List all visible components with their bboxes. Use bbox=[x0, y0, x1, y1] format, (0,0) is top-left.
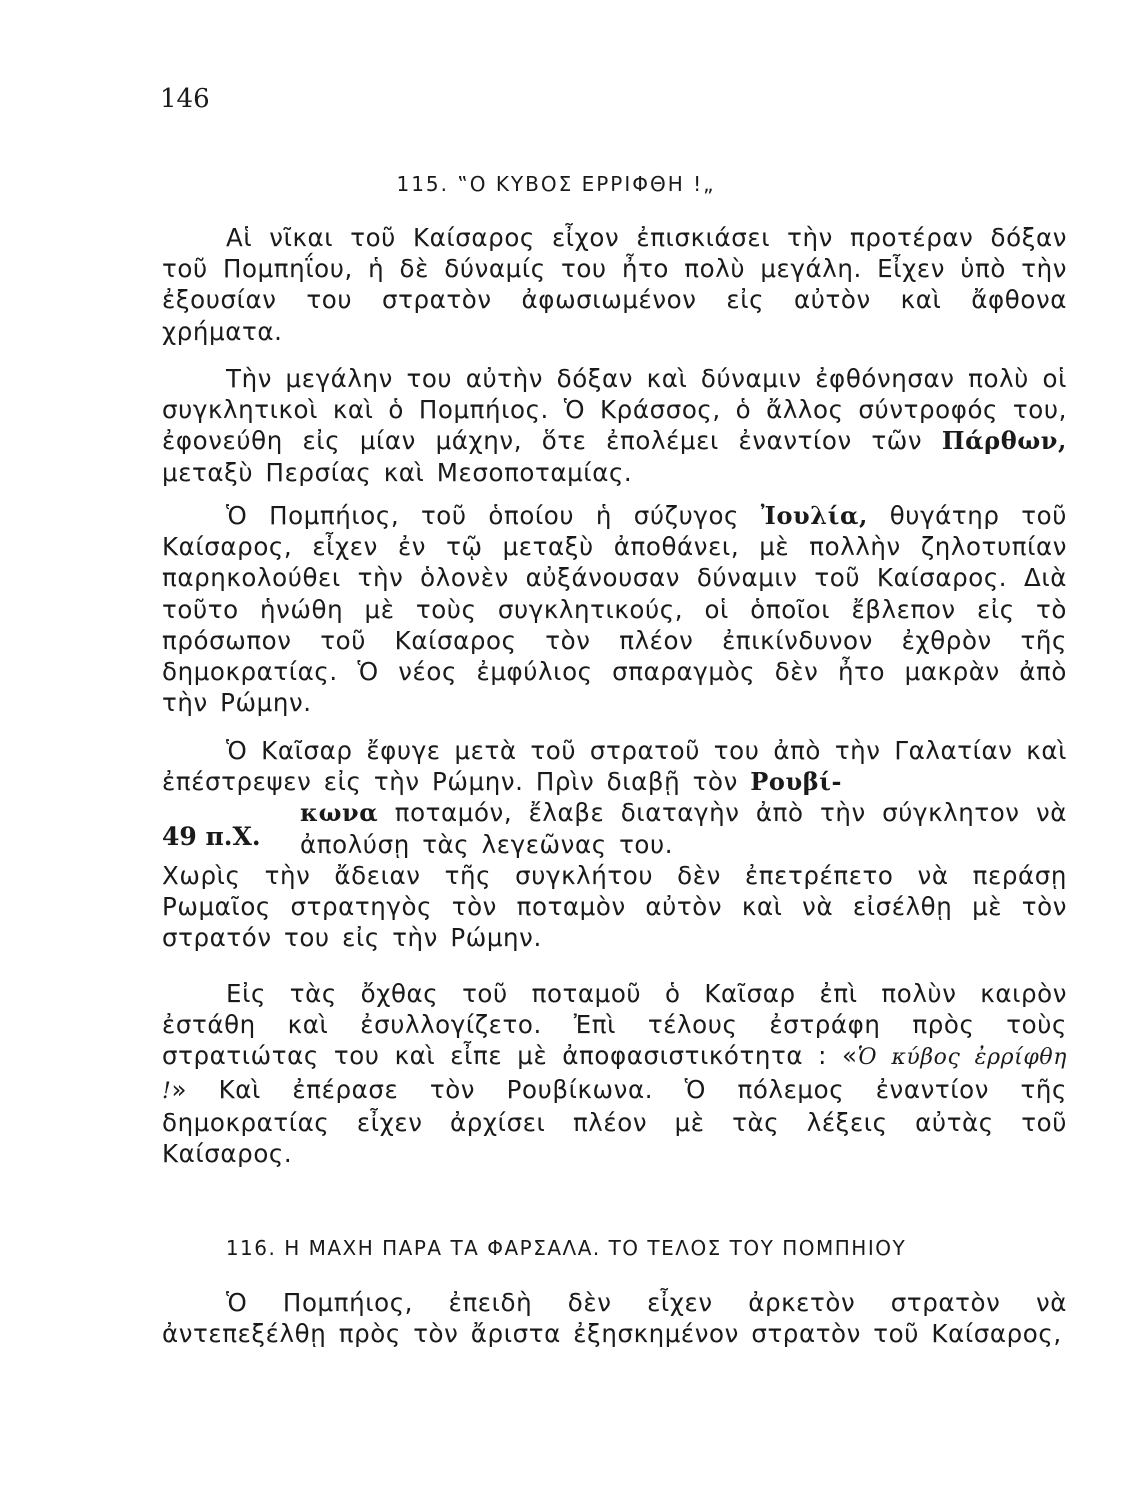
name-julia: Ἰουλία, bbox=[760, 501, 868, 530]
paragraph-4-text-a: Ὁ Καῖσαρ ἔφυγε μετὰ τοῦ στρατοῦ του ἀπὸ τὴν Γαλατίαν καὶ ἐπέστρεψεν εἰς τὴν Ρώμην. Πρὶν διαβῇ τὸν bbox=[162, 736, 1067, 797]
paragraph-5-text-a: Εἰς τὰς ὄχθας τοῦ ποταμοῦ ὁ Καῖσαρ ἐπὶ πολὺν καιρὸν ἐστάθη καὶ ἐσυλλογίζετο. Ἐπὶ τέλους ἐστράφη πρὸς τοὺς στρατιώτας του καὶ εἶπε μὲ ἀποφασιστικότητα : « bbox=[162, 979, 1067, 1071]
name-parthians: Πάρθων, bbox=[941, 426, 1067, 456]
section-116-heading: 116. Η ΜΑΧΗ ΠΑΡΑ ΤΑ ΦΑΡΣΑΛΑ. ΤΟ ΤΕΛΟΣ ΤΟΥ ΠΟΜΠΗΙΟΥ bbox=[225, 1236, 907, 1260]
name-rubicon-part1: Ρουβί- bbox=[750, 767, 843, 797]
margin-date: 49 π.Χ. bbox=[162, 822, 261, 851]
paragraph-5 bbox=[162, 978, 1067, 1169]
paragraph-2-text-a: Τὴν μεγάλην του αὐτὴν δόξαν καὶ δύναμιν ἐφθόνησαν πολὺ οἱ συγκλητικοὶ καὶ ὁ Πομπήιος. Ὁ Κράσσος, ὁ ἄλλος σύντροφός του, ἐφονεύθη εἰς μίαν μάχην, ὅτε ἐπολέμει ἐναντίον τῶν bbox=[162, 364, 1067, 456]
paragraph-3 bbox=[162, 500, 1067, 718]
name-rubicon-part2: κωνα bbox=[300, 798, 379, 828]
page-number: 146 bbox=[160, 84, 210, 114]
paragraph-4-text-b: ποταμόν, ἔλαβε διαταγὴν ἀπὸ τὴν σύγκλητον νὰ ἀπολύσῃ τὰς λεγεῶνας του. bbox=[300, 798, 1067, 859]
section-115-heading: 115. ‟Ο ΚΥΒΟΣ ΕΡΡΙΦΘΗ !„ bbox=[396, 172, 716, 196]
caesar-quote: Ὁ κύβος ἐρρίφθη ! bbox=[162, 1045, 1067, 1104]
paragraph-3-text-a: Ὁ Πομπήιος, τοῦ ὁποίου ἡ σύζυγος bbox=[226, 501, 761, 530]
paragraph-5-text-b: » Καὶ ἐπέρασε τὸν Ρουβίκωνα. Ὁ πόλεμος ἐναντίον τῆς δημοκρατίας εἶχεν ἀρχίσει πλέον μὲ τὰς λέξεις αὐτὰς τοῦ Καίσαρος. bbox=[162, 1074, 1067, 1169]
paragraph-4 bbox=[162, 735, 1067, 953]
paragraph-2 bbox=[162, 363, 1067, 488]
paragraph-4-text-c: Χωρὶς τὴν ἄδειαν τῆς συγκλήτου δὲν ἐπετρέπετο νὰ περάσῃ Ρωμαῖος στρατηγὸς τὸν ποταμὸν αὐτὸν καὶ νὰ εἰσέλθῃ μὲ τὸν στρατόν του εἰς τὴν Ρώμην. bbox=[162, 860, 1067, 953]
paragraph-2-text-b: μεταξὺ Περσίας καὶ Μεσοποταμίας. bbox=[162, 457, 633, 487]
paragraph-1: Αἱ νῖκαι τοῦ Καίσαρος εἶχον ἐπισκιάσει τὴν προτέραν δόξαν τοῦ Πομπηΐου, ἡ δὲ δύναμίς του ἦτο πολὺ μεγάλη. Εἶχεν ὑπὸ τὴν ἐξουσίαν του στρατὸν ἀφωσιωμένον εἰς αὐτὸν καὶ ἄφθονα χρήματα. bbox=[162, 223, 1067, 346]
paragraph-6: Ὁ Πομπήιος, ἐπειδὴ δὲν εἶχεν ἀρκετὸν στρατὸν νὰ ἀντεπεξέλθῃ πρὸς τὸν ἄριστα ἐξησκημένον στρατὸν τοῦ Καίσαρος, bbox=[162, 1288, 1067, 1349]
paragraph-4-indented bbox=[162, 797, 1067, 859]
paragraph-3-text-b: θυγάτηρ τοῦ Καίσαρος, εἶχεν ἐν τῷ μεταξὺ ἀποθάνει, μὲ πολλὴν ζηλοτυπίαν παρηκολούθει τὴν ὁλονὲν αὐξάνουσαν δύναμιν τοῦ Καίσαρος. Διὰ τοῦτο ἡνώθη μὲ τοὺς συγκλητικούς, οἱ ὁποῖοι ἔβλεπον εἰς τὸ πρόσωπον τοῦ Καίσαρος τὸν πλέον ἐπικίνδυνον ἐχθρὸν τῆς δημοκρατίας. Ὁ νέος ἐμφύλιος σπαραγμὸς δὲν ἦτο μακρὰν ἀπὸ τὴν Ρώμην. bbox=[162, 501, 1067, 718]
